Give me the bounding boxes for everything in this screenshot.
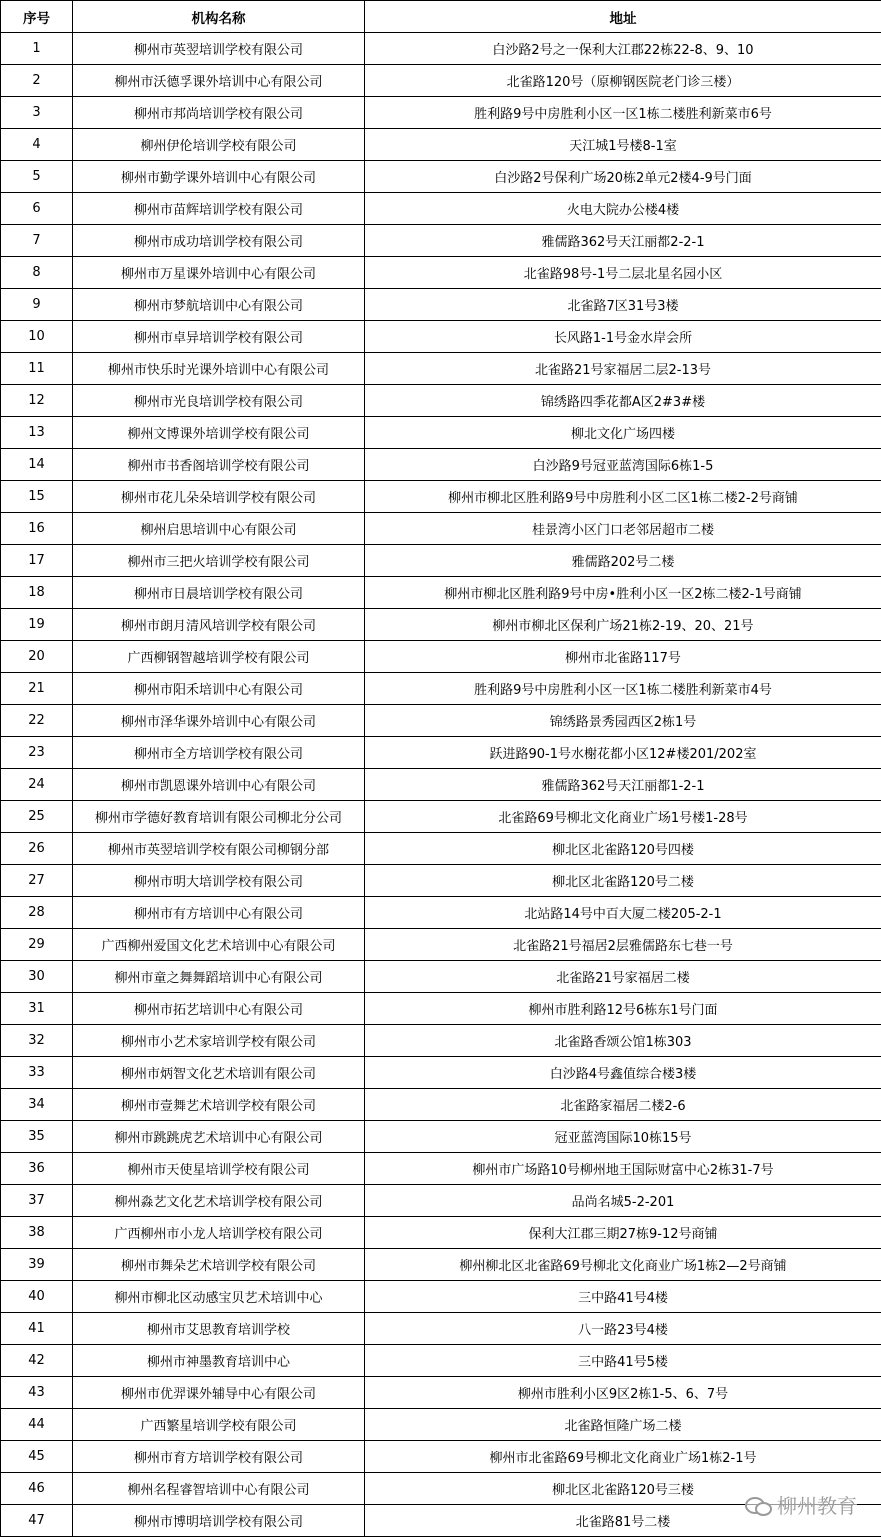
row-address: 白沙路2号保利广场20栋2单元2楼4-9号门面 <box>365 161 881 193</box>
table-row <box>1 769 881 801</box>
row-no: 21 <box>1 673 73 705</box>
table-row <box>1 449 881 481</box>
row-name: 柳州市泽华课外培训中心有限公司 <box>73 705 365 737</box>
row-name: 柳州市朗月清风培训学校有限公司 <box>73 609 365 641</box>
table-row <box>1 1441 881 1473</box>
row-address: 保利大江郡三期27栋9-12号商铺 <box>365 1217 881 1249</box>
row-name: 广西柳钢智越培训学校有限公司 <box>73 641 365 673</box>
row-address: 柳州市胜利路12号6栋东1号门面 <box>365 993 881 1025</box>
row-no: 24 <box>1 769 73 801</box>
row-name: 柳州市拓艺培训中心有限公司 <box>73 993 365 1025</box>
row-name: 柳州市博明培训学校有限公司 <box>73 1505 365 1537</box>
row-name: 柳州市舞朵艺术培训学校有限公司 <box>73 1249 365 1281</box>
row-address: 雅儒路362号天江丽都1-2-1 <box>365 769 881 801</box>
table-row <box>1 225 881 257</box>
row-no: 31 <box>1 993 73 1025</box>
table-row <box>1 417 881 449</box>
table-row <box>1 737 881 769</box>
row-address: 北雀路69号柳北文化商业广场1号楼1-28号 <box>365 801 881 833</box>
row-no: 23 <box>1 737 73 769</box>
row-name: 柳州市艾思教育培训学校 <box>73 1313 365 1345</box>
row-no: 17 <box>1 545 73 577</box>
row-name: 柳州市三把火培训学校有限公司 <box>73 545 365 577</box>
row-no: 7 <box>1 225 73 257</box>
row-address: 北雀路21号福居2层雅儒路东七巷一号 <box>365 929 881 961</box>
header-no: 序号 <box>1 1 73 33</box>
row-no: 35 <box>1 1121 73 1153</box>
row-name: 柳州市小艺术家培训学校有限公司 <box>73 1025 365 1057</box>
table-row <box>1 385 881 417</box>
row-address: 柳北区北雀路120号三楼 <box>365 1473 881 1505</box>
row-no: 20 <box>1 641 73 673</box>
table-row <box>1 1089 881 1121</box>
row-address: 雅儒路202号二楼 <box>365 545 881 577</box>
row-address: 八一路23号4楼 <box>365 1313 881 1345</box>
row-name: 柳州市阳禾培训中心有限公司 <box>73 673 365 705</box>
table-row <box>1 1249 881 1281</box>
row-no: 33 <box>1 1057 73 1089</box>
row-address: 北雀路120号（原柳钢医院老门诊三楼） <box>365 65 881 97</box>
row-address: 三中路41号5楼 <box>365 1345 881 1377</box>
table-row <box>1 897 881 929</box>
row-address: 天江城1号楼8-1室 <box>365 129 881 161</box>
row-name: 柳州市明大培训学校有限公司 <box>73 865 365 897</box>
row-name: 柳州市炳智文化艺术培训有限公司 <box>73 1057 365 1089</box>
table-row <box>1 609 881 641</box>
table-row <box>1 193 881 225</box>
row-no: 25 <box>1 801 73 833</box>
row-no: 47 <box>1 1505 73 1537</box>
row-no: 12 <box>1 385 73 417</box>
row-address: 胜利路9号中房胜利小区一区1栋二楼胜利新菜市6号 <box>365 97 881 129</box>
row-no: 3 <box>1 97 73 129</box>
table-row <box>1 97 881 129</box>
table-row <box>1 481 881 513</box>
row-name: 广西柳州市小龙人培训学校有限公司 <box>73 1217 365 1249</box>
row-name: 柳州文博课外培训学校有限公司 <box>73 417 365 449</box>
row-no: 37 <box>1 1185 73 1217</box>
row-no: 40 <box>1 1281 73 1313</box>
row-no: 42 <box>1 1345 73 1377</box>
row-name: 柳州市光良培训学校有限公司 <box>73 385 365 417</box>
row-name: 柳州市苗辉培训学校有限公司 <box>73 193 365 225</box>
row-no: 9 <box>1 289 73 321</box>
row-name: 柳州市日晨培训学校有限公司 <box>73 577 365 609</box>
row-address: 胜利路9号中房胜利小区一区1栋二楼胜利新菜市4号 <box>365 673 881 705</box>
row-address: 柳州市柳北区保利广场21栋2-19、20、21号 <box>365 609 881 641</box>
row-address: 柳北区北雀路120号二楼 <box>365 865 881 897</box>
table-row <box>1 321 881 353</box>
row-no: 15 <box>1 481 73 513</box>
table-row <box>1 1057 881 1089</box>
row-no: 13 <box>1 417 73 449</box>
row-name: 柳州市跳跳虎艺术培训中心有限公司 <box>73 1121 365 1153</box>
row-no: 29 <box>1 929 73 961</box>
row-address: 北雀路21号家福居二层2-13号 <box>365 353 881 385</box>
row-address: 柳州市胜利小区9区2栋1-5、6、7号 <box>365 1377 881 1409</box>
row-name: 柳州市沃德孚课外培训中心有限公司 <box>73 65 365 97</box>
table-row <box>1 353 881 385</box>
table-row <box>1 705 881 737</box>
table-row <box>1 33 881 65</box>
row-address: 柳北文化广场四楼 <box>365 417 881 449</box>
table-row <box>1 129 881 161</box>
row-name: 柳州市柳北区动感宝贝艺术培训中心 <box>73 1281 365 1313</box>
wechat-icon <box>745 1495 771 1515</box>
row-name: 柳州市勤学课外培训中心有限公司 <box>73 161 365 193</box>
table-row <box>1 577 881 609</box>
row-no: 45 <box>1 1441 73 1473</box>
row-no: 4 <box>1 129 73 161</box>
row-no: 14 <box>1 449 73 481</box>
row-name: 柳州市万星课外培训中心有限公司 <box>73 257 365 289</box>
table-row <box>1 1313 881 1345</box>
table-row <box>1 161 881 193</box>
table-row <box>1 1185 881 1217</box>
row-no: 26 <box>1 833 73 865</box>
row-name: 柳州市凯恩课外培训中心有限公司 <box>73 769 365 801</box>
table-row <box>1 1025 881 1057</box>
row-no: 16 <box>1 513 73 545</box>
row-name: 柳州启思培训中心有限公司 <box>73 513 365 545</box>
row-address: 柳州市广场路10号柳州地王国际财富中心2栋31-7号 <box>365 1153 881 1185</box>
row-name: 柳州市全方培训学校有限公司 <box>73 737 365 769</box>
row-no: 32 <box>1 1025 73 1057</box>
table-row <box>1 641 881 673</box>
table-row <box>1 289 881 321</box>
row-no: 18 <box>1 577 73 609</box>
row-no: 1 <box>1 33 73 65</box>
row-address: 北站路14号中百大厦二楼205-2-1 <box>365 897 881 929</box>
row-name: 柳州市邦尚培训学校有限公司 <box>73 97 365 129</box>
row-name: 柳州市学德好教育培训有限公司柳北分公司 <box>73 801 365 833</box>
row-no: 5 <box>1 161 73 193</box>
row-address: 柳州市柳北区胜利路9号中房胜利小区二区1栋二楼2-2号商铺 <box>365 481 881 513</box>
row-no: 44 <box>1 1409 73 1441</box>
table-row <box>1 1409 881 1441</box>
row-no: 27 <box>1 865 73 897</box>
watermark <box>745 1490 857 1519</box>
row-no: 36 <box>1 1153 73 1185</box>
row-no: 34 <box>1 1089 73 1121</box>
row-name: 柳州市壹舞艺术培训学校有限公司 <box>73 1089 365 1121</box>
table-row <box>1 801 881 833</box>
row-no: 11 <box>1 353 73 385</box>
row-address: 白沙路9号冠亚蓝湾国际6栋1-5 <box>365 449 881 481</box>
row-name: 柳州市神墨教育培训中心 <box>73 1345 365 1377</box>
row-no: 2 <box>1 65 73 97</box>
header-address: 地址 <box>365 1 881 33</box>
table-row <box>1 545 881 577</box>
table-row <box>1 833 881 865</box>
watermark-text: 柳州教育 <box>777 1494 857 1518</box>
row-address: 北雀路81号二楼 <box>365 1505 881 1537</box>
row-address: 火电大院办公楼4楼 <box>365 193 881 225</box>
table-row <box>1 1345 881 1377</box>
table-row <box>1 65 881 97</box>
row-address: 桂景湾小区门口老邻居超市二楼 <box>365 513 881 545</box>
row-no: 41 <box>1 1313 73 1345</box>
row-address: 北雀路恒隆广场二楼 <box>365 1409 881 1441</box>
row-name: 柳州市书香阁培训学校有限公司 <box>73 449 365 481</box>
row-no: 8 <box>1 257 73 289</box>
row-no: 22 <box>1 705 73 737</box>
table-row <box>1 673 881 705</box>
row-address: 柳北区北雀路120号四楼 <box>365 833 881 865</box>
row-address: 三中路41号4楼 <box>365 1281 881 1313</box>
row-address: 冠亚蓝湾国际10栋15号 <box>365 1121 881 1153</box>
row-address: 锦绣路四季花都A区2#3#楼 <box>365 385 881 417</box>
row-address: 柳州市柳北区胜利路9号中房•胜利小区一区2栋二楼2-1号商铺 <box>365 577 881 609</box>
row-address: 跃进路90-1号水榭花都小区12#楼201/202室 <box>365 737 881 769</box>
table-row <box>1 993 881 1025</box>
row-name: 柳州市成功培训学校有限公司 <box>73 225 365 257</box>
table-row <box>1 513 881 545</box>
table-row <box>1 1377 881 1409</box>
header-name: 机构名称 <box>73 1 365 33</box>
row-address: 白沙路2号之一保利大江郡22栋22-8、9、10 <box>365 33 881 65</box>
row-name: 柳州市花儿朵朵培训学校有限公司 <box>73 481 365 513</box>
row-no: 43 <box>1 1377 73 1409</box>
row-address: 锦绣路景秀园西区2栋1号 <box>365 705 881 737</box>
row-name: 柳州市英翌培训学校有限公司柳钢分部 <box>73 833 365 865</box>
row-no: 10 <box>1 321 73 353</box>
table-row <box>1 257 881 289</box>
row-address: 白沙路4号鑫值综合楼3楼 <box>365 1057 881 1089</box>
row-address: 长风路1-1号金水岸会所 <box>365 321 881 353</box>
row-name: 柳州市育方培训学校有限公司 <box>73 1441 365 1473</box>
row-name: 柳州名程睿智培训中心有限公司 <box>73 1473 365 1505</box>
row-name: 柳州市有方培训中心有限公司 <box>73 897 365 929</box>
row-address: 柳州柳北区北雀路69号柳北文化商业广场1栋2—2号商铺 <box>365 1249 881 1281</box>
row-no: 6 <box>1 193 73 225</box>
row-address: 北雀路家福居二楼2-6 <box>365 1089 881 1121</box>
table-row <box>1 865 881 897</box>
row-no: 38 <box>1 1217 73 1249</box>
row-name: 柳州伊伦培训学校有限公司 <box>73 129 365 161</box>
table-row <box>1 1153 881 1185</box>
row-address: 北雀路香颂公馆1栋303 <box>365 1025 881 1057</box>
table-body <box>1 33 881 1537</box>
row-no: 19 <box>1 609 73 641</box>
row-name: 广西柳州爱国文化艺术培训中心有限公司 <box>73 929 365 961</box>
table-row <box>1 1281 881 1313</box>
row-name: 柳州市天使星培训学校有限公司 <box>73 1153 365 1185</box>
table-row <box>1 1217 881 1249</box>
row-address: 北雀路7区31号3楼 <box>365 289 881 321</box>
row-no: 28 <box>1 897 73 929</box>
table-row <box>1 961 881 993</box>
row-address: 柳州市北雀路69号柳北文化商业广场1栋2-1号 <box>365 1441 881 1473</box>
row-name: 柳州市童之舞舞蹈培训中心有限公司 <box>73 961 365 993</box>
row-name: 柳州市英翌培训学校有限公司 <box>73 33 365 65</box>
row-address: 北雀路21号家福居二楼 <box>365 961 881 993</box>
row-name: 柳州市快乐时光课外培训中心有限公司 <box>73 353 365 385</box>
row-name: 柳州市卓异培训学校有限公司 <box>73 321 365 353</box>
row-address: 品尚名城5-2-201 <box>365 1185 881 1217</box>
row-no: 39 <box>1 1249 73 1281</box>
table-row <box>1 929 881 961</box>
table-header-row <box>1 1 881 33</box>
table-row <box>1 1121 881 1153</box>
row-address: 雅儒路362号天江丽都2-2-1 <box>365 225 881 257</box>
row-no: 46 <box>1 1473 73 1505</box>
row-name: 柳州淼艺文化艺术培训学校有限公司 <box>73 1185 365 1217</box>
row-name: 广西繁星培训学校有限公司 <box>73 1409 365 1441</box>
row-no: 30 <box>1 961 73 993</box>
row-name: 柳州市梦航培训中心有限公司 <box>73 289 365 321</box>
row-address: 北雀路98号-1号二层北星名园小区 <box>365 257 881 289</box>
row-address: 柳州市北雀路117号 <box>365 641 881 673</box>
row-name: 柳州市优羿课外辅导中心有限公司 <box>73 1377 365 1409</box>
